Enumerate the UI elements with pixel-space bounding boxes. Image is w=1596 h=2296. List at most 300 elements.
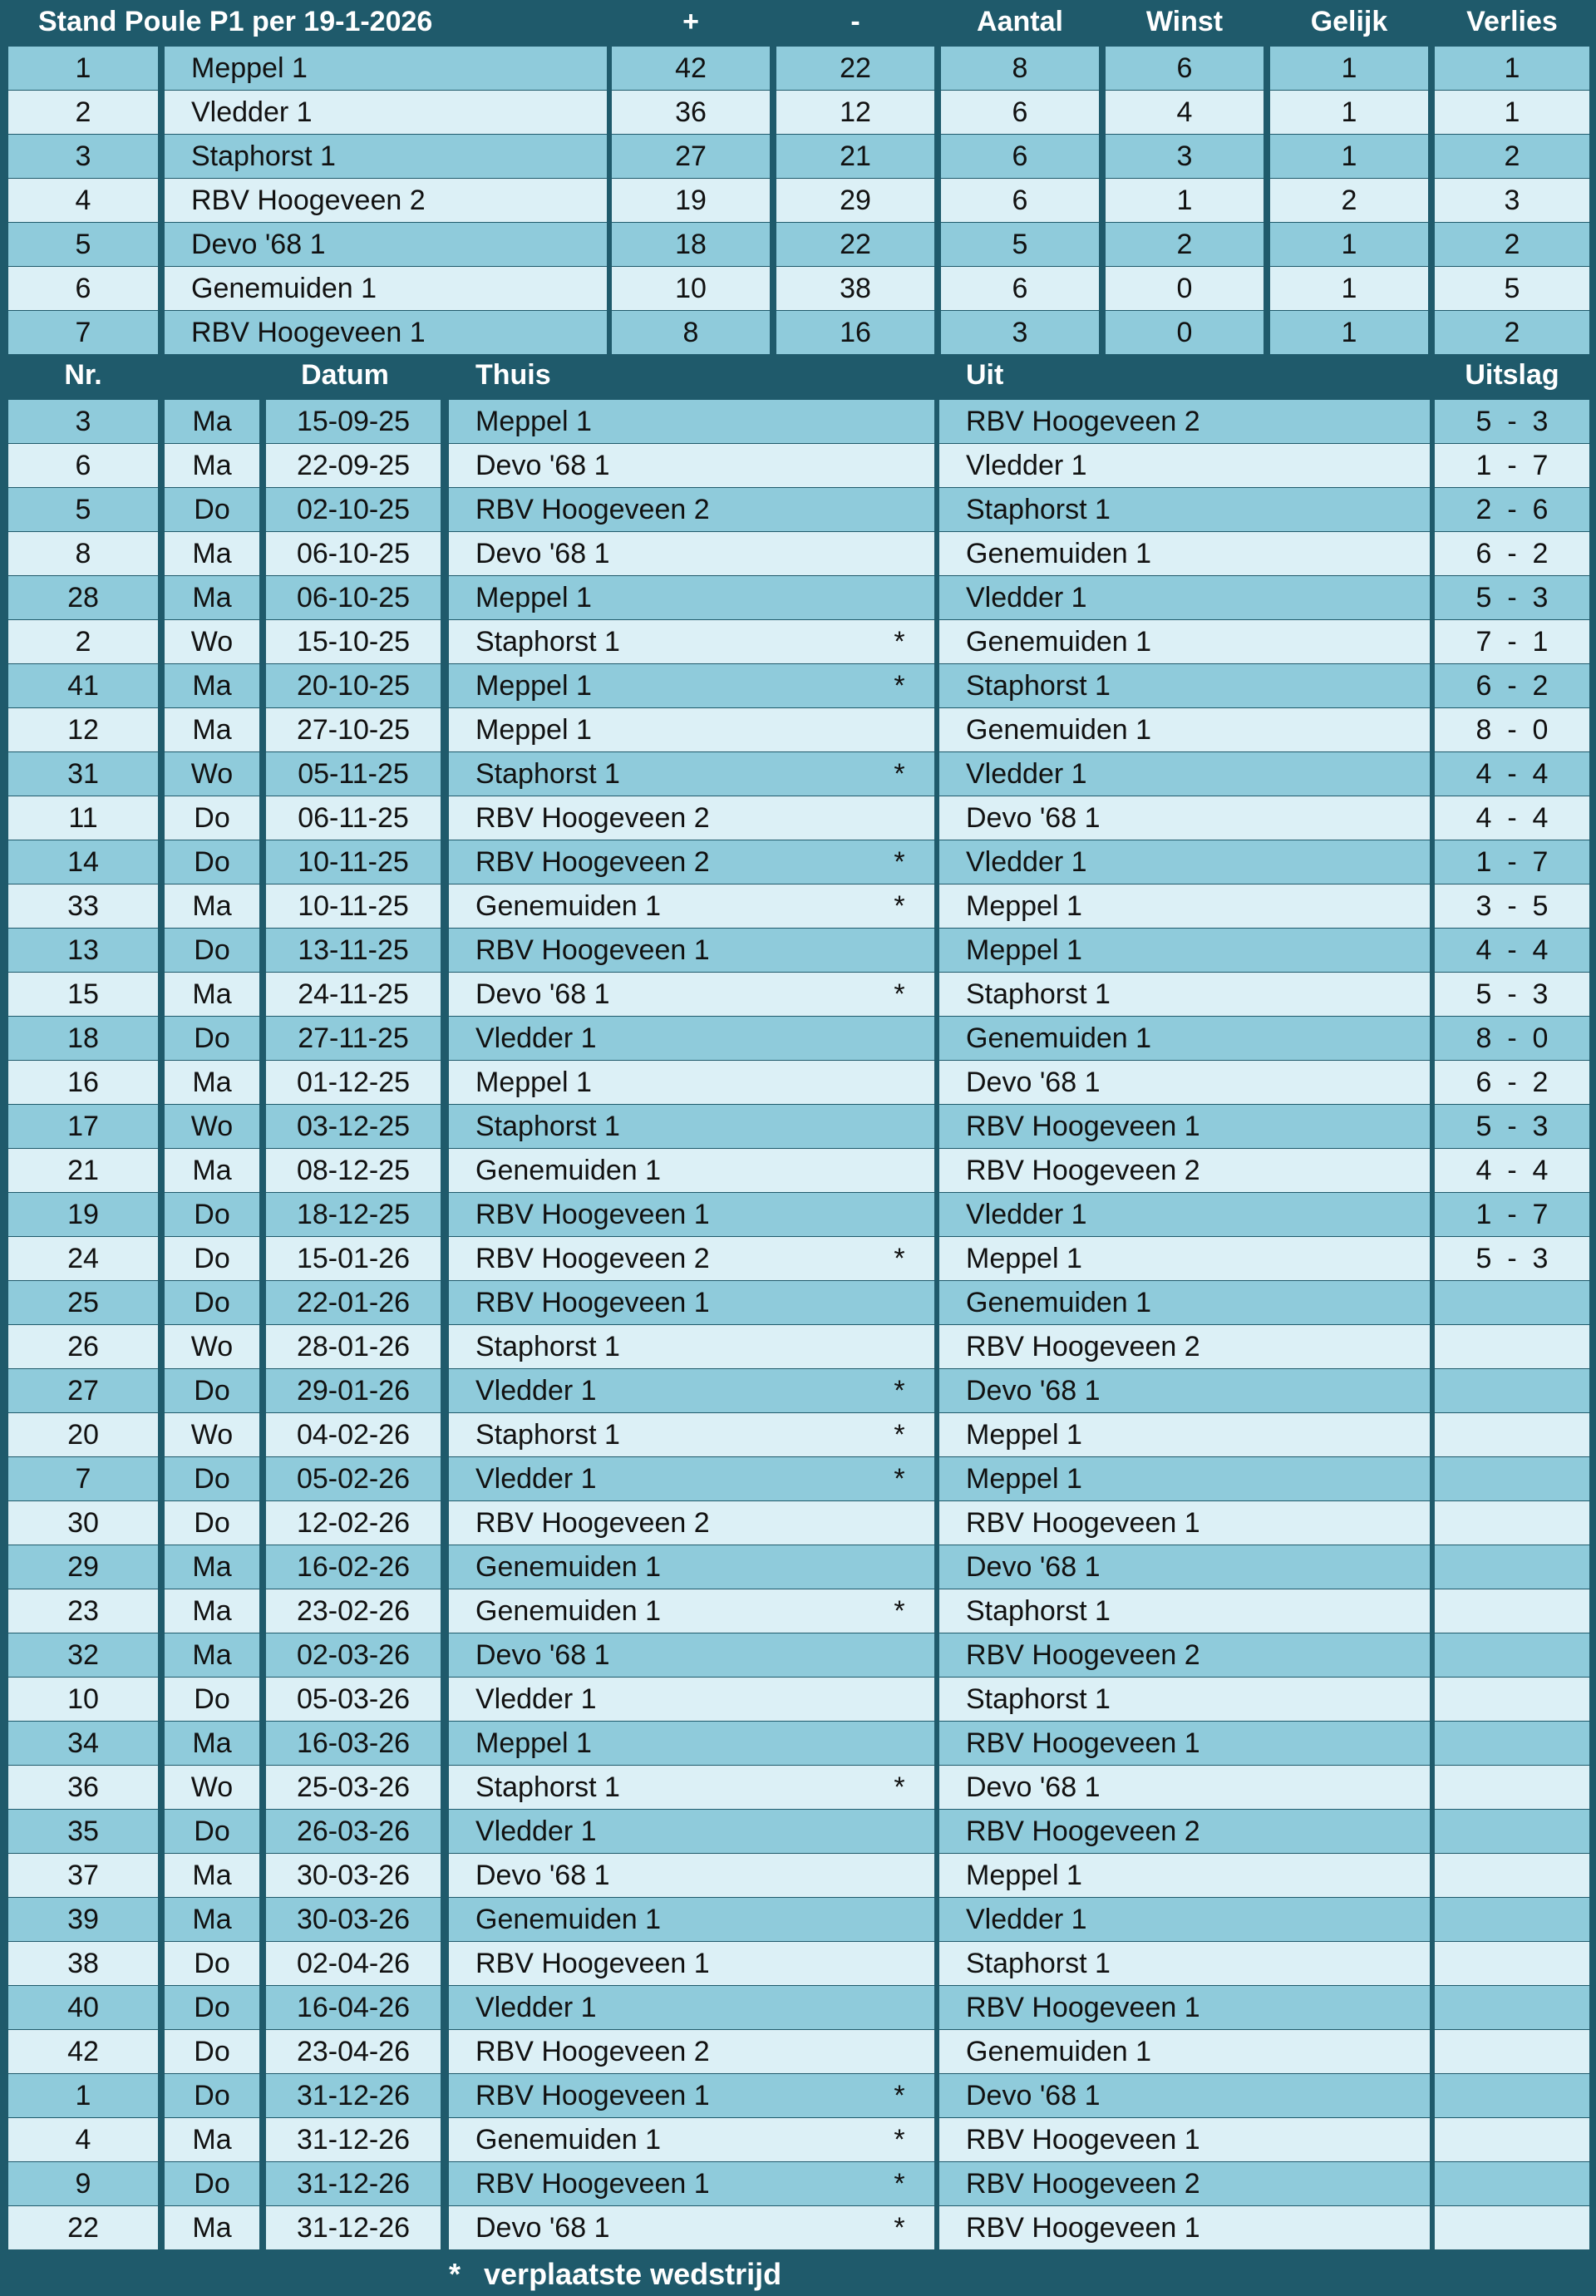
match-day-cell: Ma <box>165 973 259 1016</box>
moved-marker <box>864 1281 934 1324</box>
match-row <box>0 1017 1596 1060</box>
verlies-cell: 1 <box>1435 91 1589 134</box>
match-day-cell: Ma <box>165 2118 259 2161</box>
match-date-cell: 28-01-26 <box>266 1325 441 1368</box>
match-nr-cell: 21 <box>8 1149 158 1192</box>
home-score: 5 <box>1475 1242 1492 1274</box>
moved-marker <box>864 1722 934 1765</box>
away-team-cell: Devo '68 1 <box>939 796 1430 840</box>
match-nr-cell: 1 <box>8 2074 158 2117</box>
home-team-cell: Genemuiden 1 <box>449 1545 864 1589</box>
home-team-cell: Staphorst 1 <box>449 752 864 796</box>
result-cell <box>1435 796 1589 840</box>
home-team-cell: Meppel 1 <box>449 1722 864 1765</box>
home-team-cell: RBV Hoogeveen 2 <box>449 1237 864 1280</box>
match-nr-cell: 15 <box>8 973 158 1016</box>
aantal-header: Aantal <box>977 5 1063 37</box>
match-date-cell: 06-10-25 <box>266 576 441 619</box>
match-row <box>0 2030 1596 2073</box>
match-date-cell: 31-12-26 <box>266 2206 441 2249</box>
home-score: 4 <box>1475 801 1492 834</box>
home-team-cell: Devo '68 1 <box>449 973 864 1016</box>
home-team-cell: Staphorst 1 <box>449 1413 864 1456</box>
moved-marker: * <box>864 2162 934 2205</box>
home-team-cell: Meppel 1 <box>449 1061 864 1104</box>
result-cell <box>1435 620 1589 663</box>
match-date-cell: 05-11-25 <box>266 752 441 796</box>
gelijk-cell: 1 <box>1270 135 1428 178</box>
match-day-cell: Wo <box>165 1105 259 1148</box>
match-nr-cell: 5 <box>8 488 158 531</box>
match-nr-cell: 25 <box>8 1281 158 1324</box>
match-day-cell: Ma <box>165 1589 259 1633</box>
home-score: 7 <box>1475 625 1492 658</box>
match-nr-cell: 24 <box>8 1237 158 1280</box>
home-team-cell: Meppel 1 <box>449 576 864 619</box>
position-cell: 7 <box>8 311 158 354</box>
aantal-cell: 6 <box>941 267 1099 310</box>
gelijk-header: Gelijk <box>1310 5 1388 37</box>
match-nr-cell: 29 <box>8 1545 158 1589</box>
away-team-cell: RBV Hoogeveen 1 <box>939 2206 1430 2249</box>
away-team-cell: Vledder 1 <box>939 1898 1430 1941</box>
away-team-cell: RBV Hoogeveen 2 <box>939 400 1430 443</box>
match-day-cell: Do <box>165 840 259 884</box>
away-team-cell: Meppel 1 <box>939 929 1430 972</box>
team-name-cell: Staphorst 1 <box>165 135 607 178</box>
gelijk-cell: 1 <box>1270 267 1428 310</box>
match-row <box>0 1501 1596 1545</box>
match-nr-cell: 26 <box>8 1325 158 1368</box>
home-score: 6 <box>1475 537 1492 569</box>
home-score: 5 <box>1475 581 1492 613</box>
away-team-cell: RBV Hoogeveen 2 <box>939 1325 1430 1368</box>
away-score: 4 <box>1532 1154 1549 1186</box>
match-day-cell: Do <box>165 1501 259 1545</box>
moved-marker <box>864 1061 934 1104</box>
home-score: 5 <box>1475 1110 1492 1142</box>
match-nr-cell: 13 <box>8 929 158 972</box>
match-row <box>0 1854 1596 1897</box>
result-cell <box>1435 1457 1589 1500</box>
match-row <box>0 444 1596 487</box>
match-row <box>0 1369 1596 1412</box>
minus-cell: 16 <box>776 311 934 354</box>
plus-cell: 8 <box>612 311 770 354</box>
match-date-cell: 25-03-26 <box>266 1766 441 1809</box>
match-nr-cell: 19 <box>8 1193 158 1236</box>
match-row <box>0 708 1596 751</box>
home-team-cell: Meppel 1 <box>449 664 864 707</box>
match-nr-cell: 28 <box>8 576 158 619</box>
match-day-cell: Ma <box>165 2206 259 2249</box>
home-score: 6 <box>1475 1066 1492 1098</box>
match-nr-cell: 32 <box>8 1633 158 1677</box>
match-day-cell: Do <box>165 1193 259 1236</box>
position-cell: 5 <box>8 223 158 266</box>
away-team-cell: Meppel 1 <box>939 884 1430 928</box>
home-score: 4 <box>1475 1154 1492 1186</box>
away-team-cell: Meppel 1 <box>939 1854 1430 1897</box>
result-cell <box>1435 1678 1589 1721</box>
standings-header <box>0 0 1596 43</box>
match-date-cell: 16-03-26 <box>266 1722 441 1765</box>
match-nr-cell: 4 <box>8 2118 158 2161</box>
away-team-cell: RBV Hoogeveen 2 <box>939 1633 1430 1677</box>
away-team-cell: Staphorst 1 <box>939 973 1430 1016</box>
footnote-asterisk: * <box>449 2257 461 2291</box>
match-date-cell: 06-10-25 <box>266 532 441 575</box>
score-separator: - <box>1507 713 1517 746</box>
match-row <box>0 1545 1596 1589</box>
plus-header: + <box>682 5 699 37</box>
match-nr-cell: 39 <box>8 1898 158 1941</box>
match-nr-cell: 16 <box>8 1061 158 1104</box>
match-nr-cell: 9 <box>8 2162 158 2205</box>
result-cell <box>1435 2074 1589 2117</box>
home-team-cell: RBV Hoogeveen 2 <box>449 2030 864 2073</box>
home-team-cell: Genemuiden 1 <box>449 2118 864 2161</box>
match-nr-cell: 31 <box>8 752 158 796</box>
score-separator: - <box>1507 1066 1517 1098</box>
standings-row <box>0 47 1596 90</box>
moved-marker <box>864 488 934 531</box>
score-separator: - <box>1507 1022 1517 1054</box>
aantal-cell: 6 <box>941 179 1099 222</box>
away-score: 7 <box>1532 845 1549 878</box>
match-date-cell: 26-03-26 <box>266 1810 441 1853</box>
home-score: 8 <box>1475 1022 1492 1054</box>
match-row <box>0 840 1596 884</box>
away-score: 3 <box>1532 405 1549 437</box>
match-nr-cell: 14 <box>8 840 158 884</box>
minus-header: - <box>850 5 860 37</box>
result-cell <box>1435 1237 1589 1280</box>
moved-marker: * <box>864 1766 934 1809</box>
home-team-cell: Meppel 1 <box>449 400 864 443</box>
home-team-cell: Vledder 1 <box>449 1369 864 1412</box>
home-team-cell: Vledder 1 <box>449 1678 864 1721</box>
match-nr-cell: 17 <box>8 1105 158 1148</box>
away-team-cell: Meppel 1 <box>939 1457 1430 1500</box>
result-cell <box>1435 1810 1589 1853</box>
match-day-cell: Ma <box>165 400 259 443</box>
away-team-cell: Staphorst 1 <box>939 664 1430 707</box>
standings-row <box>0 311 1596 354</box>
verlies-cell: 2 <box>1435 135 1589 178</box>
match-row <box>0 796 1596 840</box>
home-team-cell: Genemuiden 1 <box>449 1149 864 1192</box>
team-name-cell: Genemuiden 1 <box>165 267 607 310</box>
home-team-cell: Staphorst 1 <box>449 1105 864 1148</box>
match-nr-cell: 18 <box>8 1017 158 1060</box>
match-day-cell: Wo <box>165 1325 259 1368</box>
gelijk-cell: 1 <box>1270 91 1428 134</box>
match-day-cell: Ma <box>165 708 259 751</box>
moved-marker <box>864 532 934 575</box>
score-separator: - <box>1507 625 1517 658</box>
home-team-cell: RBV Hoogeveen 1 <box>449 1942 864 1985</box>
footnote <box>0 2253 1596 2296</box>
plus-cell: 27 <box>612 135 770 178</box>
result-cell <box>1435 2030 1589 2073</box>
match-day-cell: Ma <box>165 532 259 575</box>
verlies-header: Verlies <box>1466 5 1558 37</box>
datum-header: Datum <box>301 358 389 391</box>
match-row <box>0 1061 1596 1104</box>
match-date-cell: 13-11-25 <box>266 929 441 972</box>
result-cell <box>1435 1722 1589 1765</box>
schedule-header <box>0 353 1596 397</box>
match-row <box>0 620 1596 663</box>
away-team-cell: Meppel 1 <box>939 1413 1430 1456</box>
match-date-cell: 27-10-25 <box>266 708 441 751</box>
nr-header: Nr. <box>64 358 102 391</box>
moved-marker <box>864 1193 934 1236</box>
verlies-cell: 2 <box>1435 311 1589 354</box>
match-day-cell: Do <box>165 2162 259 2205</box>
away-score: 3 <box>1532 1242 1549 1274</box>
moved-marker <box>864 1986 934 2029</box>
away-team-cell: Devo '68 1 <box>939 1545 1430 1589</box>
home-team-cell: RBV Hoogeveen 1 <box>449 2074 864 2117</box>
match-nr-cell: 37 <box>8 1854 158 1897</box>
match-nr-cell: 10 <box>8 1678 158 1721</box>
aantal-cell: 5 <box>941 223 1099 266</box>
away-team-cell: Staphorst 1 <box>939 1589 1430 1633</box>
home-team-cell: Meppel 1 <box>449 708 864 751</box>
score-separator: - <box>1507 669 1517 702</box>
verlies-cell: 5 <box>1435 267 1589 310</box>
result-cell <box>1435 576 1589 619</box>
result-cell <box>1435 1061 1589 1104</box>
away-score: 0 <box>1532 713 1549 746</box>
moved-marker: * <box>864 840 934 884</box>
score-separator: - <box>1507 449 1517 481</box>
away-score: 3 <box>1532 581 1549 613</box>
match-row <box>0 1722 1596 1765</box>
score-separator: - <box>1507 801 1517 834</box>
away-team-cell: Genemuiden 1 <box>939 532 1430 575</box>
result-cell <box>1435 840 1589 884</box>
plus-cell: 10 <box>612 267 770 310</box>
gelijk-cell: 1 <box>1270 223 1428 266</box>
plus-cell: 19 <box>612 179 770 222</box>
result-cell <box>1435 2206 1589 2249</box>
score-separator: - <box>1507 1110 1517 1142</box>
result-cell <box>1435 708 1589 751</box>
moved-marker <box>864 1810 934 1853</box>
home-team-cell: Devo '68 1 <box>449 444 864 487</box>
moved-marker: * <box>864 1413 934 1456</box>
result-cell <box>1435 1501 1589 1545</box>
moved-marker <box>864 929 934 972</box>
team-name-cell: Devo '68 1 <box>165 223 607 266</box>
home-score: 8 <box>1475 713 1492 746</box>
match-nr-cell: 22 <box>8 2206 158 2249</box>
away-score: 3 <box>1532 978 1549 1010</box>
match-row <box>0 1413 1596 1456</box>
uit-header: Uit <box>966 358 1004 391</box>
away-team-cell: RBV Hoogeveen 1 <box>939 1501 1430 1545</box>
result-cell <box>1435 752 1589 796</box>
match-day-cell: Do <box>165 929 259 972</box>
score-separator: - <box>1507 537 1517 569</box>
gelijk-cell: 1 <box>1270 311 1428 354</box>
standings-row <box>0 267 1596 310</box>
minus-cell: 22 <box>776 223 934 266</box>
away-score: 3 <box>1532 1110 1549 1142</box>
aantal-cell: 8 <box>941 47 1099 90</box>
away-team-cell: Vledder 1 <box>939 752 1430 796</box>
match-nr-cell: 36 <box>8 1766 158 1809</box>
away-team-cell: RBV Hoogeveen 1 <box>939 1722 1430 1765</box>
match-day-cell: Do <box>165 2030 259 2073</box>
away-team-cell: Genemuiden 1 <box>939 1281 1430 1324</box>
home-team-cell: RBV Hoogeveen 1 <box>449 1193 864 1236</box>
minus-cell: 12 <box>776 91 934 134</box>
match-row <box>0 1325 1596 1368</box>
match-day-cell: Do <box>165 796 259 840</box>
moved-marker <box>864 796 934 840</box>
moved-marker: * <box>864 884 934 928</box>
moved-marker <box>864 1545 934 1589</box>
moved-marker <box>864 1854 934 1897</box>
match-date-cell: 15-01-26 <box>266 1237 441 1280</box>
standings-row <box>0 135 1596 178</box>
match-nr-cell: 27 <box>8 1369 158 1412</box>
match-day-cell: Ma <box>165 1633 259 1677</box>
result-cell <box>1435 1017 1589 1060</box>
moved-marker <box>864 708 934 751</box>
moved-marker <box>864 1017 934 1060</box>
home-score: 3 <box>1475 889 1492 922</box>
away-score: 2 <box>1532 1066 1549 1098</box>
home-team-cell: RBV Hoogeveen 2 <box>449 488 864 531</box>
away-team-cell: Devo '68 1 <box>939 1766 1430 1809</box>
result-cell <box>1435 1149 1589 1192</box>
away-team-cell: RBV Hoogeveen 1 <box>939 1105 1430 1148</box>
match-nr-cell: 23 <box>8 1589 158 1633</box>
position-cell: 2 <box>8 91 158 134</box>
away-score: 4 <box>1532 801 1549 834</box>
moved-marker: * <box>864 1369 934 1412</box>
result-cell <box>1435 1942 1589 1985</box>
match-date-cell: 20-10-25 <box>266 664 441 707</box>
match-day-cell: Do <box>165 1457 259 1500</box>
home-team-cell: Genemuiden 1 <box>449 884 864 928</box>
match-date-cell: 15-09-25 <box>266 400 441 443</box>
result-cell <box>1435 1413 1589 1456</box>
winst-cell: 3 <box>1106 135 1264 178</box>
match-row <box>0 1898 1596 1941</box>
match-nr-cell: 42 <box>8 2030 158 2073</box>
match-day-cell: Do <box>165 2074 259 2117</box>
home-team-cell: Vledder 1 <box>449 1986 864 2029</box>
match-date-cell: 15-10-25 <box>266 620 441 663</box>
result-cell <box>1435 973 1589 1016</box>
moved-marker <box>864 1678 934 1721</box>
away-team-cell: Genemuiden 1 <box>939 2030 1430 2073</box>
home-team-cell: Devo '68 1 <box>449 532 864 575</box>
home-team-cell: Genemuiden 1 <box>449 1589 864 1633</box>
match-nr-cell: 34 <box>8 1722 158 1765</box>
verlies-cell: 2 <box>1435 223 1589 266</box>
home-team-cell: Devo '68 1 <box>449 1633 864 1677</box>
home-score: 2 <box>1475 493 1492 525</box>
match-row <box>0 1942 1596 1985</box>
match-day-cell: Do <box>165 1237 259 1280</box>
home-team-cell: Vledder 1 <box>449 1457 864 1500</box>
match-row <box>0 1678 1596 1721</box>
result-cell <box>1435 532 1589 575</box>
result-cell <box>1435 1589 1589 1633</box>
winst-cell: 6 <box>1106 47 1264 90</box>
result-cell <box>1435 1105 1589 1148</box>
position-cell: 3 <box>8 135 158 178</box>
home-team-cell: Genemuiden 1 <box>449 1898 864 1941</box>
match-row <box>0 1193 1596 1236</box>
home-team-cell: RBV Hoogeveen 2 <box>449 1501 864 1545</box>
away-score: 0 <box>1532 1022 1549 1054</box>
score-separator: - <box>1507 757 1517 790</box>
score-separator: - <box>1507 845 1517 878</box>
standings-title: Stand Poule P1 per 19-1-2026 <box>38 5 433 37</box>
moved-marker: * <box>864 620 934 663</box>
home-score: 5 <box>1475 978 1492 1010</box>
match-row <box>0 664 1596 707</box>
match-nr-cell: 30 <box>8 1501 158 1545</box>
home-score: 5 <box>1475 405 1492 437</box>
home-team-cell: Staphorst 1 <box>449 620 864 663</box>
match-day-cell: Wo <box>165 1766 259 1809</box>
match-date-cell: 23-02-26 <box>266 1589 441 1633</box>
moved-marker: * <box>864 1457 934 1500</box>
result-cell <box>1435 2162 1589 2205</box>
result-cell <box>1435 1281 1589 1324</box>
moved-marker <box>864 444 934 487</box>
moved-marker <box>864 1633 934 1677</box>
match-day-cell: Do <box>165 1017 259 1060</box>
match-row <box>0 400 1596 443</box>
away-score: 6 <box>1532 493 1549 525</box>
match-day-cell: Ma <box>165 444 259 487</box>
match-row <box>0 1457 1596 1500</box>
match-row <box>0 1281 1596 1324</box>
match-day-cell: Ma <box>165 576 259 619</box>
match-nr-cell: 38 <box>8 1942 158 1985</box>
team-name-cell: Meppel 1 <box>165 47 607 90</box>
result-cell <box>1435 488 1589 531</box>
match-day-cell: Ma <box>165 664 259 707</box>
away-team-cell: RBV Hoogeveen 2 <box>939 1149 1430 1192</box>
match-row <box>0 1810 1596 1853</box>
result-cell <box>1435 1193 1589 1236</box>
position-cell: 6 <box>8 267 158 310</box>
match-row <box>0 884 1596 928</box>
match-date-cell: 10-11-25 <box>266 840 441 884</box>
match-row <box>0 1589 1596 1633</box>
match-date-cell: 05-03-26 <box>266 1678 441 1721</box>
match-row <box>0 1237 1596 1280</box>
moved-marker <box>864 2030 934 2073</box>
minus-cell: 22 <box>776 47 934 90</box>
away-team-cell: Meppel 1 <box>939 1237 1430 1280</box>
away-team-cell: RBV Hoogeveen 1 <box>939 2118 1430 2161</box>
match-date-cell: 29-01-26 <box>266 1369 441 1412</box>
home-score: 1 <box>1475 449 1492 481</box>
match-date-cell: 05-02-26 <box>266 1457 441 1500</box>
